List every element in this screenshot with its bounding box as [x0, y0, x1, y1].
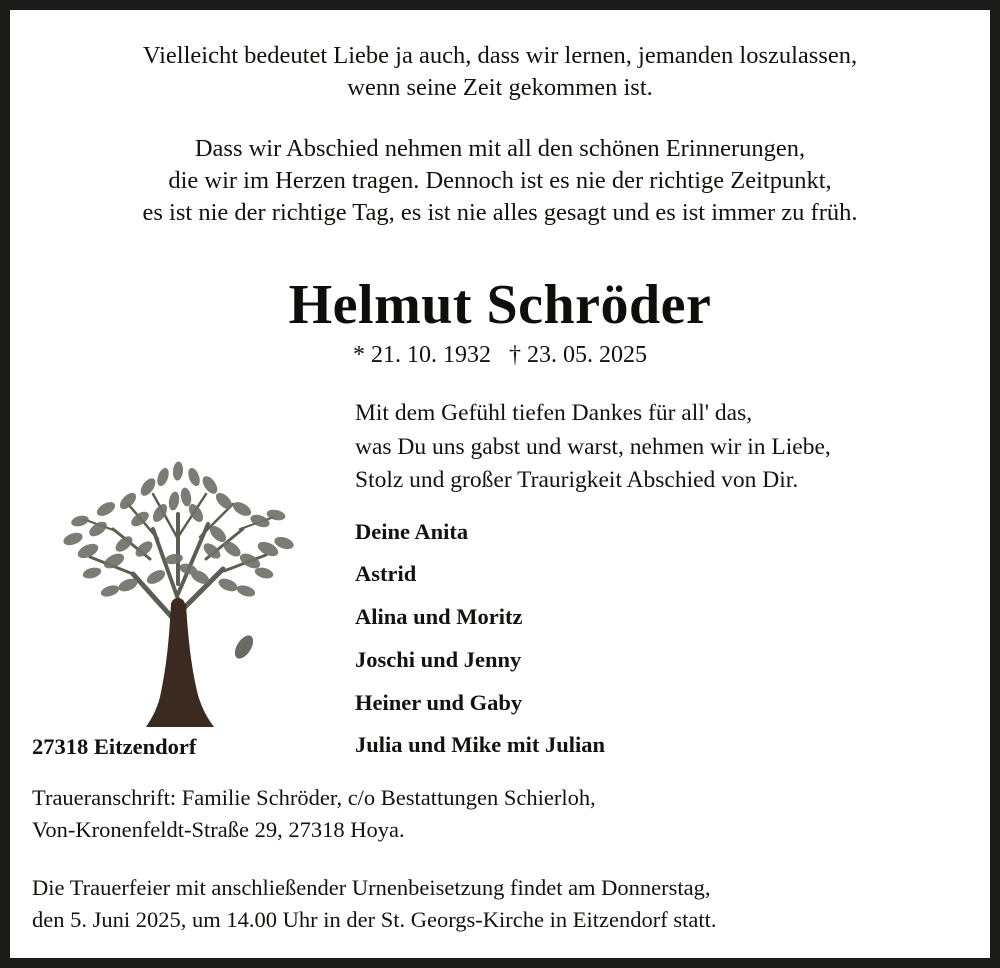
deceased-name: Helmut Schröder — [288, 273, 712, 336]
survivor-name: Astrid — [355, 561, 417, 587]
ceremony-line: den 5. Juni 2025, um 14.00 Uhr in der St. Georgs-Kirche in Eitzendorf statt. — [32, 907, 717, 933]
survivors-list — [355, 520, 980, 759]
poem-line: Dass wir Abschied nehmen mit all den schönen Erinnerungen, — [194, 134, 806, 162]
poem-line: wenn seine Zeit gekommen ist. — [347, 74, 653, 102]
tree-illustration — [28, 409, 348, 739]
survivor-name: Heiner und Gaby — [355, 689, 523, 715]
name-block — [10, 273, 990, 370]
survivor-name: Alina und Moritz — [355, 604, 523, 630]
poem-stanza-2 — [10, 133, 990, 230]
birth-death-dates: * 21. 10. 1932 † 23. 05. 2025 — [353, 342, 647, 369]
thanks-line: Stolz und großer Traurigkeit Abschied von Dir. — [355, 467, 799, 494]
city-line: 27318 Eitzendorf — [32, 734, 197, 760]
poem-line: es ist nie der richtige Tag, es ist nie alles gesagt und es ist immer zu früh. — [142, 199, 858, 227]
survivor-name: Julia und Mike mit Julian — [355, 732, 606, 758]
survivor-name: Deine Anita — [355, 518, 469, 544]
poem-line: die wir im Herzen tragen. Dennoch ist es nie der richtige Zeitpunkt, — [168, 166, 832, 194]
mourning-address — [32, 782, 972, 846]
survivor-name: Joschi und Jenny — [355, 646, 522, 672]
body-area — [10, 397, 990, 758]
address-line: Von-Kronenfeldt-Straße 29, 27318 Hoya. — [32, 817, 405, 843]
falling-leaf — [231, 633, 257, 662]
thanks-line: Mit dem Gefühl tiefen Dankes für all' das, — [355, 400, 753, 427]
poem-line: Vielleicht bedeutet Liebe ja auch, dass wir lernen, jemanden loszulassen, — [142, 42, 858, 69]
ceremony-info — [32, 872, 972, 936]
right-column — [355, 397, 980, 776]
poem-block — [10, 10, 990, 230]
thanks-line: was Du uns gabst und warst, nehmen wir in Liebe, — [355, 433, 831, 460]
obituary-inner — [10, 10, 990, 958]
poem-stanza-1 — [10, 40, 990, 105]
address-line: Traueranschrift: Familie Schröder, c/o Bestattungen Schierloh, — [32, 785, 596, 811]
footer-block — [32, 734, 972, 936]
ceremony-line: Die Trauerfeier mit anschließender Urnenbeisetzung findet am Donnerstag, — [32, 875, 711, 901]
thanks-text — [355, 397, 980, 497]
